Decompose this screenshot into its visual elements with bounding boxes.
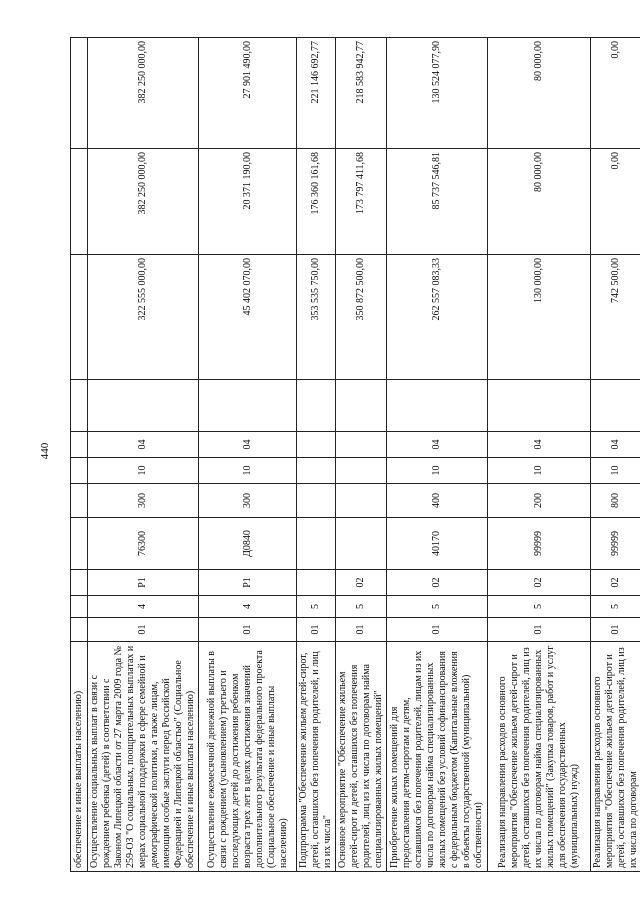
subsection-code [71,432,88,458]
empty-cell [336,380,387,432]
expense-type-code: 800 [591,484,640,518]
section-code [336,458,387,484]
amount-year-3: 27 901 490,00 [199,38,297,149]
expense-type-code: 300 [88,484,199,518]
event-code: P1 [199,570,297,596]
budget-table [70,37,640,872]
section-code [71,458,88,484]
subprogram-code: 5 [591,596,640,618]
event-code: 02 [591,570,640,596]
row-name: Реализация направления расходов основного мероприятия "Обеспечение жильем детей-сирот и детей, оставшихся без попечения родителей, лиц из их числа по договорам найма специализированных жилых помещений" (Закупка товаров, работ и услуг для обеспечения государственных (муниципальных) нужд) [488,642,591,872]
amount-year-2: 80 000,00 [488,149,591,255]
amount-year-2: 85 737 546,81 [387,149,488,255]
program-code: 01 [297,618,336,642]
event-code: 02 [387,570,488,596]
direction-code: 99999 [488,518,591,570]
amount-year-1: 130 000,00 [488,255,591,380]
subsection-code: 04 [199,432,297,458]
row-name: Подпрограмма "Обеспечение жильем детей-сирот, детей, оставшихся без попечения родителей, и лиц из их числа" [297,642,336,872]
section-code: 10 [199,458,297,484]
row-name: Приобретение жилых помещений для предоставления детям-сиротам и детям, оставшимся без попечения родителей, лицам из их числа по договорам найма специализированных жилых помещений без условий софинансирования с федеральным бюджетом (Капитальные вложения в объекты государственной (муниципальной) собственности) [387,642,488,872]
subsection-code: 04 [387,432,488,458]
direction-code [336,518,387,570]
amount-year-1: 350 872 500,00 [336,255,387,380]
program-code: 01 [387,618,488,642]
amount-year-1: 45 402 070,00 [199,255,297,380]
table-row [88,38,199,872]
amount-year-3: 218 583 942,77 [336,38,387,149]
amount-year-3: 382 250 000,00 [88,38,199,149]
amount-year-2: 382 250 000,00 [88,149,199,255]
expense-type-code: 300 [199,484,297,518]
expense-type-code [71,484,88,518]
amount-year-1: 742 500,00 [591,255,640,380]
amount-year-3: 130 524 077,90 [387,38,488,149]
table-row [387,38,488,872]
subprogram-code: 5 [297,596,336,618]
row-name: Реализация направления расходов основного мероприятия "Обеспечение жильем детей-сирот и детей, оставшихся без попечения родителей, лиц из их числа по договорам [591,642,640,872]
amount-year-3: 80 000,00 [488,38,591,149]
program-code [71,618,88,642]
table-row [297,38,336,872]
row-name: Осуществление социальных выплат в связи с рождением ребенка (детей) в соответствии с Законом Липецкой области от 27 марта 2009 года № 259-ОЗ "О социальных, поощрительных выплатах и мерах социальной поддержки в сфере семейной и демографической политики, а также лицам, имеющим особые заслуги перед Российской Федерацией и Липецкой областью" (Социальное обеспечение и иные выплаты населению) [88,642,199,872]
direction-code [297,518,336,570]
event-code [71,570,88,596]
subprogram-code: 5 [488,596,591,618]
subsection-code [297,432,336,458]
table-row [488,38,591,872]
expense-type-code [297,484,336,518]
empty-cell [199,380,297,432]
event-code [297,570,336,596]
section-code: 10 [88,458,199,484]
amount-year-1 [71,255,88,380]
rotated-page-frame [70,38,639,872]
empty-cell [387,380,488,432]
subprogram-code: 5 [387,596,488,618]
section-code [297,458,336,484]
empty-cell [488,380,591,432]
table-row [591,38,640,872]
section-code: 10 [488,458,591,484]
empty-cell [71,380,88,432]
section-code: 10 [387,458,488,484]
amount-year-3: 0,00 [591,38,640,149]
table-row [199,38,297,872]
amount-year-2: 20 371 190,00 [199,149,297,255]
empty-cell [297,380,336,432]
table-row [71,38,88,872]
subprogram-code: 4 [199,596,297,618]
program-code: 01 [336,618,387,642]
amount-year-2 [71,149,88,255]
subprogram-code: 5 [336,596,387,618]
program-code: 01 [488,618,591,642]
amount-year-3: 221 146 692,77 [297,38,336,149]
amount-year-2: 176 360 161,68 [297,149,336,255]
direction-code: 99999 [591,518,640,570]
table-row [336,38,387,872]
amount-year-1: 322 555 000,00 [88,255,199,380]
row-name: Осуществление ежемесячной денежной выплаты в связи с рождением (усыновлением) третьего и последующих детей до достижения ребенком возраста трех лет в целях достижения значений дополнительного результата федерального проекта (Социальное обеспечение и иные выплаты населению) [199,642,297,872]
event-code: P1 [88,570,199,596]
row-name: Основное мероприятие "Обеспечение жильем детей-сирот и детей, оставшихся без попечения родителей, лиц из их числа по договорам найма специализированных жилых помещений" [336,642,387,872]
direction-code: Д0840 [199,518,297,570]
amount-year-1: 353 535 750,00 [297,255,336,380]
subsection-code: 04 [591,432,640,458]
direction-code [71,518,88,570]
subprogram-code [71,596,88,618]
empty-cell [591,380,640,432]
row-name: обеспечение и иные выплаты населению) [71,642,88,872]
page-number: 440 [39,442,51,460]
empty-cell [88,380,199,432]
amount-year-1: 262 557 083,33 [387,255,488,380]
program-code: 01 [199,618,297,642]
event-code: 02 [336,570,387,596]
expense-type-code [336,484,387,518]
expense-type-code: 400 [387,484,488,518]
expense-type-code: 200 [488,484,591,518]
budget-table-container [70,38,639,872]
program-code: 01 [591,618,640,642]
direction-code: 40170 [387,518,488,570]
section-code: 10 [591,458,640,484]
subsection-code: 04 [488,432,591,458]
direction-code: 76300 [88,518,199,570]
amount-year-2: 173 797 411,68 [336,149,387,255]
subsection-code: 04 [88,432,199,458]
event-code: 02 [488,570,591,596]
program-code: 01 [88,618,199,642]
amount-year-3 [71,38,88,149]
subsection-code [336,432,387,458]
amount-year-2: 0,00 [591,149,640,255]
subprogram-code: 4 [88,596,199,618]
